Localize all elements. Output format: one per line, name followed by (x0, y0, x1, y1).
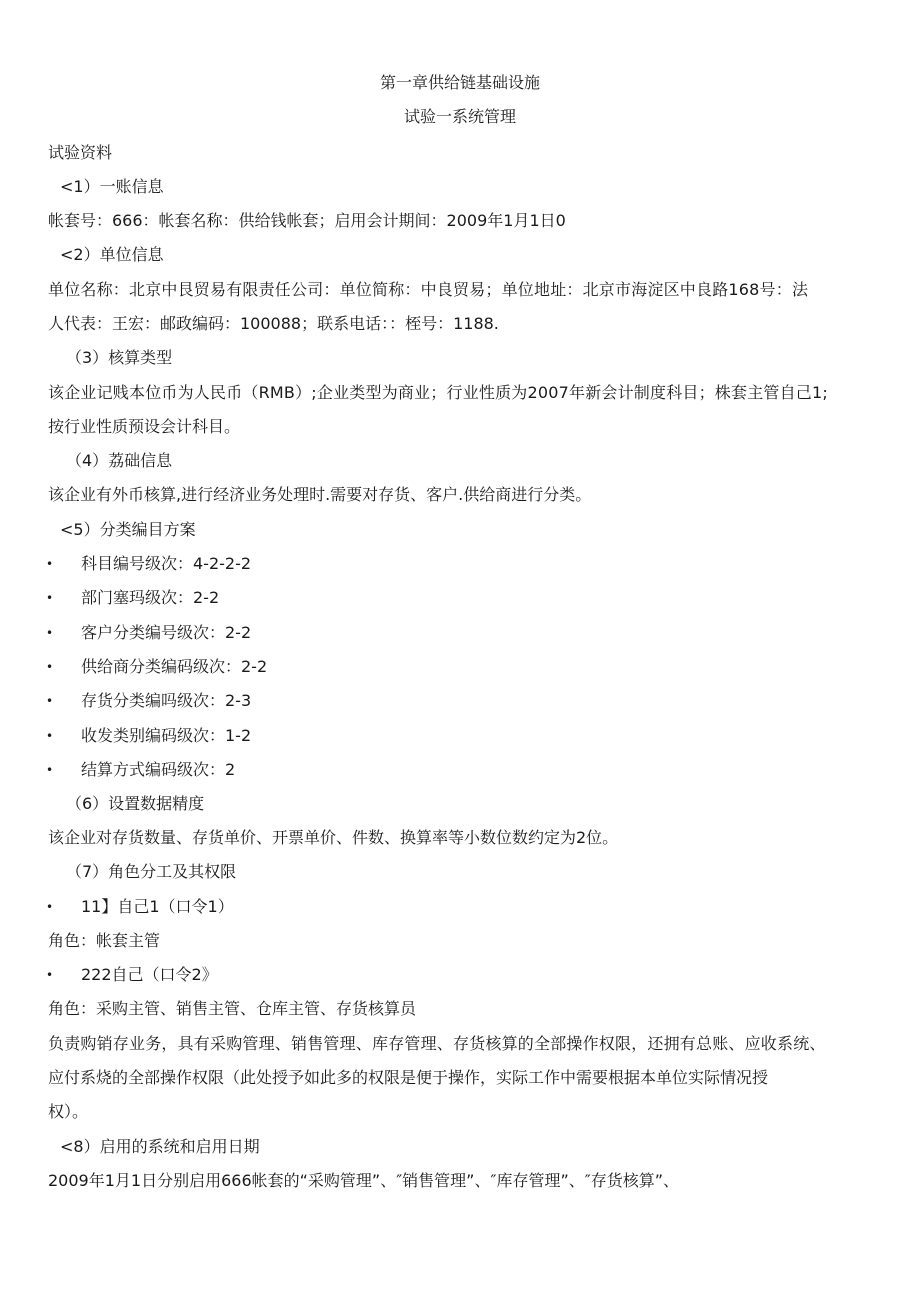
bullet-icon: • (46, 729, 54, 743)
list-item-text: 部门塞玛级次：2-2 (81, 588, 220, 607)
bullet-icon: • (46, 557, 54, 571)
list-item-text: 存货分类编吗级次：2-3 (81, 691, 252, 710)
role-user1-title: 角色：帐套主管 (48, 931, 161, 950)
heading-accounting-type: （3）核算类型 (66, 348, 173, 367)
heading-account-info: <1）一账信息 (60, 177, 164, 196)
list-item-text: 供给商分类编码级次：2-2 (81, 657, 268, 676)
heading-roles: （7）角色分工及其权限 (66, 862, 237, 881)
role-user1: 11】自己1（口令1） (81, 897, 234, 916)
bullet-icon: • (46, 763, 54, 777)
heading-unit-info: <2）单位信息 (60, 245, 164, 264)
unit-info-text-line2: 人代表：王宏：邮政编码：100088；联系电话：：桎号：1188. (48, 314, 499, 333)
basic-info-text: 该企业有外币核算,进行经济业务处理时.需要对存货、客户.供给商进行分类。 (48, 485, 592, 504)
role-desc-line3: 权）。 (48, 1102, 89, 1121)
account-info-text: 帐套号：666：帐套名称：供给钱帐套；启用会计期间：2009年1月1日0 (48, 211, 566, 230)
bullet-icon: • (46, 694, 54, 708)
role-desc-line2: 应付系烧的全部操作权限（此处授予如此多的权限是便于操作，实际工作中需要根据本单位实际情况授 (48, 1068, 769, 1087)
heading-basic-info: （4）荔础信息 (66, 451, 173, 470)
list-item-text: 科目编号级次：4-2-2-2 (81, 554, 252, 573)
heading-enabled-systems: <8）启用的系统和启用日期 (60, 1137, 260, 1156)
role-desc-line1: 负责购销存业务，具有采购管理、销售管理、库存管理、存货核算的全部操作权限，还拥有总账、应收系统、 (48, 1034, 826, 1053)
section-label: 试验资料 (48, 143, 113, 162)
heading-coding-scheme: <5）分类编目方案 (60, 520, 196, 539)
chapter-title: 第一章供给链基础设施 (379, 73, 540, 92)
list-item-text: 结算方式编码级次：2 (81, 760, 236, 779)
experiment-title: 试验一系统管理 (403, 107, 516, 126)
bullet-icon: • (46, 660, 54, 674)
role-user2-title: 角色：采购主管、销售主管、仓库主管、存货核算员 (48, 999, 417, 1018)
enabled-systems-text: 2009年1月1日分别启用666帐套的“采购管理”、″销售管理”、″库存管理”、″存货核算”、 (48, 1171, 679, 1190)
bullet-icon: • (46, 626, 54, 640)
bullet-icon: • (46, 591, 54, 605)
unit-info-text-line1: 单位名称：北京中艮贸易有限责任公司：单位简称：中良贸易；单位地址：北京市海淀区中良路168号：法 (48, 280, 809, 299)
list-item-text: 收发类别编码级次：1-2 (81, 726, 252, 745)
heading-data-precision: （6）设置数据精度 (66, 794, 205, 813)
data-precision-text: 该企业对存货数量、存货单价、开票单价、件数、换算率等小数位数约定为2位。 (48, 828, 619, 847)
list-item-text: 客户分类编号级次：2-2 (81, 623, 252, 642)
accounting-type-text-line2: 按行业性质预设会计科目。 (48, 417, 241, 436)
bullet-icon: • (46, 900, 54, 914)
bullet-icon: • (46, 968, 54, 982)
role-user2: 222自己（口令2》 (81, 965, 218, 984)
accounting-type-text-line1: 该企业记贱本位币为人民币（RMB）;企业类型为商业；行业性质为2007年新会计制度科目；株套主管自己1; (48, 383, 828, 402)
